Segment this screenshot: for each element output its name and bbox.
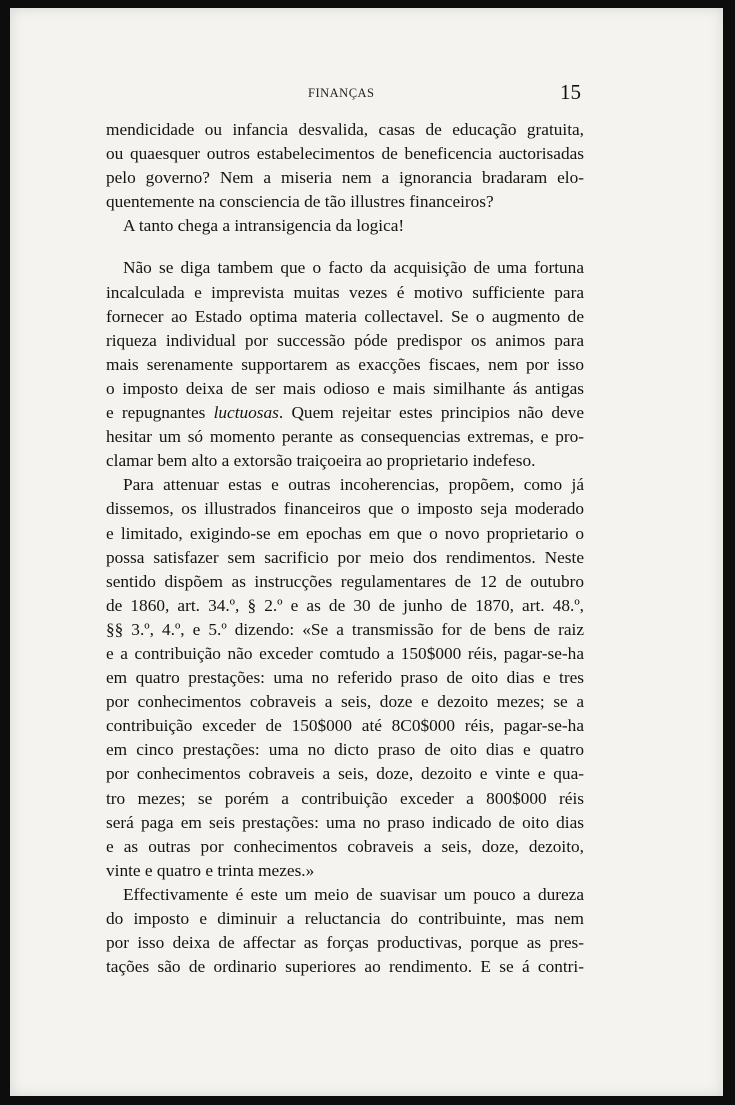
text-line: quentemente na consciencia de tão illustres financeiros?: [106, 192, 494, 212]
text-line: e as outras por conhecimentos cobraveis a seis, doze, dezoito,: [106, 836, 584, 856]
text-line: tro mezes; se porém a contribuição exceder a 800$000 réis: [106, 788, 584, 808]
text-line: vinte e quatro e trinta mezes.»: [106, 860, 315, 880]
paragraph-2: [106, 214, 584, 238]
text-line: contribuição exceder de 150$000 até 8C0$000 réis, pagar-se-ha: [106, 716, 584, 736]
paragraph-gap: [106, 238, 584, 256]
paragraph-3: [106, 256, 584, 473]
text-line-with-italic: [106, 401, 584, 425]
text-line: hesitar um só momento perante as consequencias extremas, e pro-: [106, 427, 584, 447]
text-line: do imposto e diminuir a reluctancia do contribuinte, mas nem: [106, 909, 584, 928]
text-line: ou quaesquer outros estabelecimentos de beneficencia auctorisadas: [106, 144, 584, 164]
text-line: clamar bem alto a extorsão traiçoeira ao proprietario indefeso.: [106, 451, 536, 471]
text-line: de 1860, art. 34.º, § 2.º e as de 30 de junho de 1870, art. 48.º,: [106, 595, 584, 615]
paragraph-1: [106, 118, 584, 214]
paragraph-5: [106, 883, 584, 979]
text-line: Effectivamente é este um meio de suavisar um pouco a dureza: [123, 884, 584, 904]
text-line: mendicidade ou infancia desvalida, casas de educação gratuita,: [106, 120, 584, 139]
text-line: tações são de ordinario superiores ao rendimento. E se á contri-: [106, 957, 584, 977]
text-line: A tanto chega a intransigencia da logica!: [123, 216, 405, 236]
text-line: mais serenamente supportarem as exacções fiscaes, nem por isso: [106, 354, 584, 374]
line-text: . Quem rejeitar estes principios não deve: [278, 403, 584, 423]
text-line: será paga em seis prestações: uma no praso indicado de oito dias: [106, 812, 584, 832]
line-text: e repugnantes: [106, 403, 214, 423]
body-text: [106, 118, 584, 979]
text-line: em cinco prestações: uma no dicto praso de oito dias e quatro: [106, 740, 584, 760]
text-line: fornecer ao Estado optima materia collectavel. Se o augmento de: [106, 306, 584, 326]
text-line: o imposto deixa de ser mais odioso e mais similhante ás antigas: [106, 378, 584, 398]
text-line: pelo governo? Nem a miseria nem a ignorancia bradaram elo-: [106, 168, 584, 188]
text-line: dissemos, os illustrados financeiros que o imposto seja moderado: [106, 499, 584, 519]
text-line: Não se diga tambem que o facto da acquisição de uma fortuna: [123, 258, 584, 278]
text-line: Para attenuar estas e outras incoherencias, propõem, como já: [123, 475, 584, 495]
running-head: [0, 80, 735, 110]
text-line: por conhecimentos cobraveis a seis, doze, dezoito e vinte e qua-: [106, 764, 584, 784]
running-head-title: FINANÇAS: [308, 86, 375, 100]
text-line: em quatro prestações: uma no referido praso de oito dias e tres: [106, 668, 584, 688]
text-line: por conhecimentos cobraveis a seis, doze e dezoito mezes; se a: [106, 692, 584, 712]
text-line: §§ 3.º, 4.º, e 5.º dizendo: «Se a transmissão for de bens de raiz: [106, 619, 584, 639]
text-line: possa satisfazer sem sacrificio por meio dos rendimentos. Neste: [106, 547, 584, 567]
paragraph-4: [106, 473, 584, 883]
text-line: sentido dispõem as instrucções regulamentares de 12 de outubro: [106, 571, 584, 591]
text-line: incalculada e imprevista muitas vezes é motivo sufficiente para: [106, 282, 584, 302]
text-line: e limitado, exigindo-se em epochas em que o novo proprietario o: [106, 523, 584, 543]
text-line: e a contribuição não exceder comtudo a 150$000 réis, pagar-se-ha: [106, 643, 584, 663]
text-line: riqueza individual por successão póde predispor os animos para: [106, 330, 584, 350]
page-number: 15: [560, 80, 581, 104]
italic-term: luctuosas: [213, 403, 279, 423]
text-line: por isso deixa de affectar as forças productivas, porque as pres-: [106, 933, 584, 953]
